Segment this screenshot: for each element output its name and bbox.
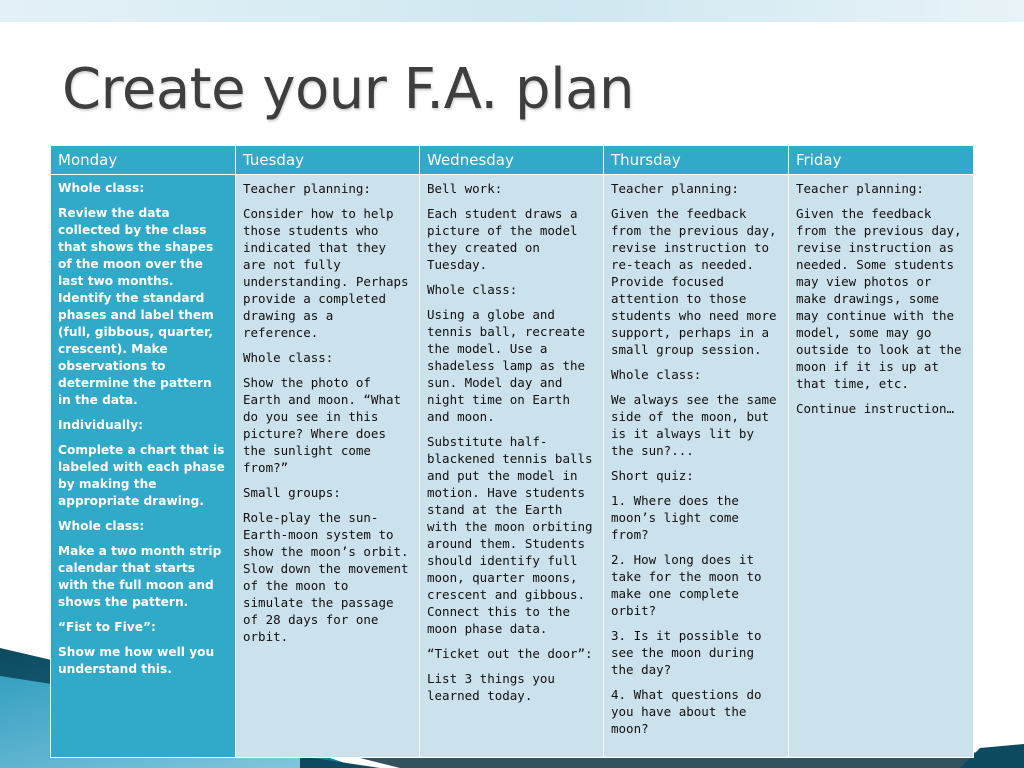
- cell-paragraph: Given the feedback from the previous day, revise instruction as needed. Some students may view photos or make drawings, some may continue with the model, some may go outside to look at the moon if it is up at that time, etc.: [796, 206, 962, 391]
- cell-paragraph: Continue instruction…: [796, 401, 955, 416]
- cell-paragraph: Teacher planning:: [611, 181, 739, 196]
- slide-title: Create your F.A. plan: [62, 57, 634, 122]
- cell-paragraph: Whole class:: [611, 367, 702, 382]
- header-thursday: Thursday: [604, 146, 789, 175]
- cell-paragraph: Whole class:: [58, 519, 145, 533]
- cell-paragraph: “Fist to Five”:: [58, 620, 156, 634]
- cell-paragraph: Using a globe and tennis ball, recreate the model. Use a shadeless lamp as the sun. Model day and night time on Earth and moon.: [427, 307, 586, 424]
- cell-paragraph: Teacher planning:: [243, 181, 371, 196]
- cell-paragraph: “Ticket out the door”:: [427, 646, 593, 661]
- cell-paragraph: We always see the same side of the moon, but is it always lit by the sun?...: [611, 392, 777, 458]
- wednesday-cell: [420, 175, 604, 758]
- cell-paragraph: List 3 things you learned today.: [427, 671, 555, 703]
- cell-paragraph: Role-play the sun-Earth-moon system to show the moon’s orbit. Slow down the movement of the moon to simulate the passage of 28 days for one orbit.: [243, 510, 409, 644]
- cell-paragraph: Teacher planning:: [796, 181, 924, 196]
- header-friday: Friday: [789, 146, 974, 175]
- cell-paragraph: Show me how well you understand this.: [58, 645, 215, 676]
- monday-cell: [51, 175, 236, 758]
- cell-paragraph: Show the photo of Earth and moon. “What do you see in this picture? Where does the sunlight come from?”: [243, 375, 402, 475]
- cell-paragraph: 2. How long does it take for the moon to make one complete orbit?: [611, 552, 762, 618]
- cell-paragraph: Individually:: [58, 418, 144, 432]
- cell-paragraph: Each student draws a picture of the model they created on Tuesday.: [427, 206, 578, 272]
- cell-paragraph: Bell work:: [427, 181, 503, 196]
- fa-plan-table: [50, 145, 974, 758]
- header-monday: Monday: [51, 146, 236, 175]
- header-wednesday: Wednesday: [420, 146, 604, 175]
- cell-paragraph: 3. Is it possible to see the moon during the day?: [611, 628, 762, 677]
- cell-paragraph: Complete a chart that is labeled with each phase by making the appropriate drawing.: [58, 443, 225, 508]
- header-tuesday: Tuesday: [236, 146, 420, 175]
- cell-paragraph: Substitute half-blackened tennis balls and put the model in motion. Have students stand at the Earth with the moon orbiting around them. Students should identify full moon, quarter moons, crescent and gibbous. Connect this to the moon phase data.: [427, 434, 593, 636]
- cell-paragraph: 1. Where does the moon’s light come from?: [611, 493, 739, 542]
- cell-paragraph: Short quiz:: [611, 468, 694, 483]
- friday-cell: [789, 175, 974, 758]
- cell-paragraph: Whole class:: [243, 350, 334, 365]
- cell-paragraph: Given the feedback from the previous day, revise instruction to re-teach as needed. Provide focused attention to those students who need more support, perhaps in a small group session.: [611, 206, 777, 357]
- cell-paragraph: Make a two month strip calendar that starts with the full moon and shows the pattern.: [58, 544, 222, 609]
- cell-paragraph: Whole class:: [427, 282, 518, 297]
- tuesday-cell: [236, 175, 420, 758]
- cell-paragraph: Consider how to help those students who indicated that they are not fully understanding. Perhaps provide a completed drawing as a reference.: [243, 206, 409, 340]
- cell-paragraph: 4. What questions do you have about the moon?: [611, 687, 762, 736]
- cell-paragraph: Whole class:: [58, 181, 145, 195]
- cell-paragraph: Small groups:: [243, 485, 341, 500]
- thursday-cell: [604, 175, 789, 758]
- header-row: [51, 146, 974, 175]
- cell-paragraph: Review the data collected by the class that shows the shapes of the moon over the last two months. Identify the standard phases and label them (full, gibbous, quarter, crescent). Make observations to determine the pattern in the data.: [58, 206, 214, 407]
- plan-row: [51, 175, 974, 758]
